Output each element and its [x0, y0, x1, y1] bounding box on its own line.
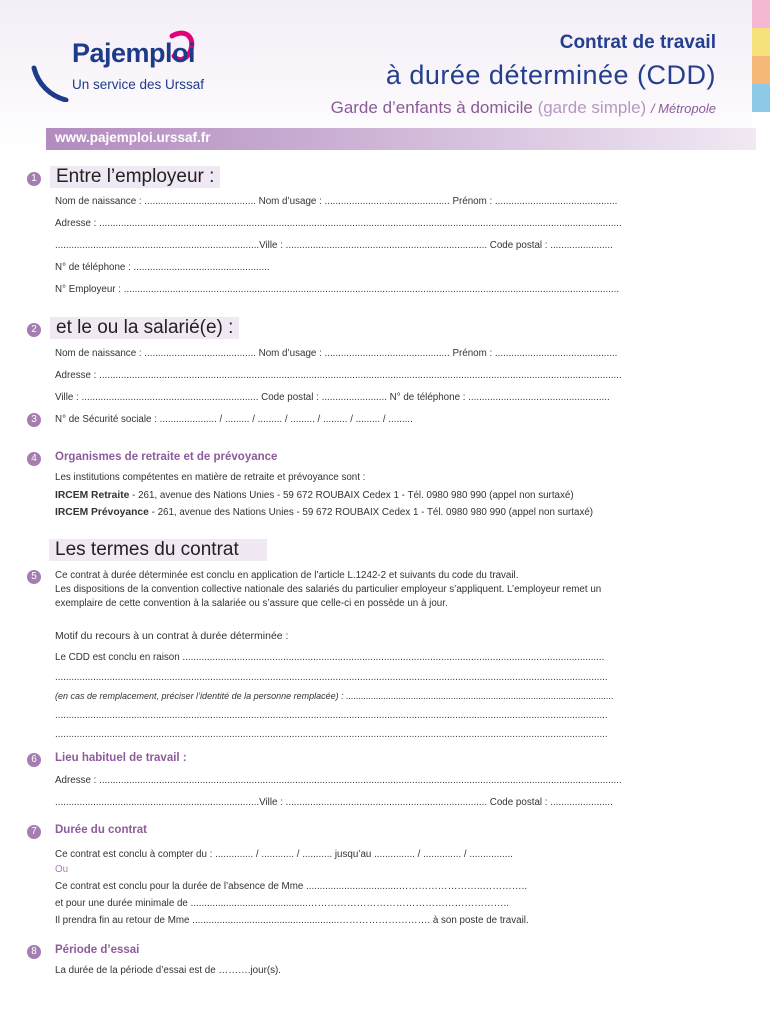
employee-name-field[interactable]: Nom de naissance : ......................................... Nom d’usage : .............................................. Prénom : ............................................. — [55, 348, 618, 359]
employer-number-field[interactable]: N° Employeur : ...................................................................................................................................................................................... — [55, 284, 620, 295]
employer-address-field[interactable]: Adresse : ................................................................................................................................................................................................ — [55, 218, 622, 229]
employer-name-field[interactable]: Nom de naissance : ......................................... Nom d’usage : .............................................. Prénom : ............................................. — [55, 196, 618, 207]
social-security-field[interactable]: N° de Sécurité sociale : ..................... / ......... / ......... / ......... / ......... / ......... / ......... — [55, 414, 413, 425]
return-field[interactable]: Il prendra fin au retour de Mme ......................................................………………………. à son poste de travail. — [55, 915, 529, 926]
section-number-4: 4 — [27, 452, 41, 466]
section-heading-trial: Période d’essai — [55, 944, 140, 956]
section-heading-retirement: Organismes de retraite et de prévoyance — [55, 451, 278, 463]
employer-city-field[interactable]: ...........................................................................Ville : .......................................................................... Code postal : ....................... — [55, 240, 613, 251]
subtitle-paren: (garde simple) — [537, 98, 647, 117]
ircem-retraite-text: - 261, avenue des Nations Unies - 59 672 ROUBAIX Cedex 1 - Tél. 0980 980 990 (appel non surtaxé) — [129, 490, 574, 501]
section-number-1: 1 — [27, 172, 41, 186]
workplace-address-field[interactable]: Adresse : ................................................................................................................................................................................................ — [55, 775, 622, 786]
logo-wordmark: Pajemploi — [72, 38, 196, 68]
replacement-field-2[interactable]: ........................................................................................................................................................................................................... — [55, 710, 608, 721]
ircem-retraite-line — [55, 490, 574, 501]
side-tab-yellow — [752, 28, 770, 56]
section-number-2: 2 — [27, 323, 41, 337]
employee-address-field[interactable]: Adresse : ................................................................................................................................................................................................ — [55, 370, 622, 381]
section-number-7: 7 — [27, 825, 41, 839]
section-heading-employee: et le ou la salarié(e) : — [50, 317, 239, 339]
replacement-field-3[interactable]: ........................................................................................................................................................................................................... — [55, 729, 608, 740]
start-end-date-field[interactable]: Ce contrat est conclu à compter du : .............. / ............ / ........... jusqu’au ............... / .............. / ................ — [55, 849, 513, 860]
ircem-prevoyance-label: IRCEM Prévoyance — [55, 507, 149, 518]
side-tab-blue — [752, 84, 770, 112]
terms-text-3: exemplaire de cette convention à la salariée ou s’assure que celle-ci en possède un à jour. — [55, 598, 448, 609]
section-heading-terms: Les termes du contrat — [49, 539, 267, 561]
employee-city-phone-field[interactable]: Ville : ................................................................. Code postal : ........................ N° de téléphone : .................................................... — [55, 392, 610, 403]
ircem-prevoyance-text: - 261, avenue des Nations Unies - 59 672 ROUBAIX Cedex 1 - Tél. 0980 980 990 (appel non surtaxé) — [148, 507, 594, 518]
replacement-field[interactable]: (en cas de remplacement, préciser l’identité de la personne remplacée) : ........................................................................................................... — [55, 691, 614, 701]
ircem-retraite-label: IRCEM Retraite — [55, 490, 130, 501]
title-line-1: Contrat de travail — [559, 32, 716, 53]
side-tab-orange — [752, 56, 770, 84]
subtitle — [331, 98, 716, 118]
terms-text-1: Ce contrat à durée déterminée est conclu en application de l’article L.1242-2 et suivants du code du travail. — [55, 570, 519, 581]
minimum-duration-field[interactable]: et pour une durée minimale de ...........................................…………………………………………………….. — [55, 898, 510, 909]
section-number-6: 6 — [27, 753, 41, 767]
subtitle-main: Garde d’enfants à domicile — [330, 98, 533, 117]
trial-period-field[interactable]: La durée de la période d’essai est de ……….jour(s). — [55, 965, 281, 976]
motif-label: Motif du recours à un contrat à durée déterminée : — [55, 630, 289, 642]
website-link[interactable]: www.pajemploi.urssaf.fr — [55, 130, 211, 145]
motif-reason-field[interactable]: Le CDD est conclu en raison ........................................................................................................................................................... — [55, 652, 605, 663]
section-heading-duration: Durée du contrat — [55, 824, 148, 836]
motif-reason-field-2[interactable]: ........................................................................................................................................................................................................... — [55, 672, 608, 683]
section-number-5: 5 — [27, 570, 41, 584]
terms-text-2: Les dispositions de la convention collective nationale des salariés du particulier employeur s’appliquent. L’employeur remet un — [55, 584, 602, 595]
retirement-intro: Les institutions compétentes en matière de retraite et prévoyance sont : — [55, 472, 366, 483]
absence-field[interactable]: Ce contrat est conclu pour la durée de l’absence de Mme ..................................……………………..………….. — [55, 881, 528, 892]
ircem-prevoyance-line — [55, 507, 593, 518]
side-tab-pink — [752, 0, 770, 28]
title-line-2: à durée déterminée (CDD) — [385, 60, 716, 90]
logo-subtitle: Un service des Urssaf — [72, 77, 205, 92]
employer-phone-field[interactable]: N° de téléphone : .................................................. — [55, 262, 270, 273]
subtitle-region: / Métropole — [650, 101, 716, 116]
workplace-city-field[interactable]: ...........................................................................Ville : .......................................................................... Code postal : ....................... — [55, 797, 613, 808]
or-label: Ou — [55, 864, 69, 875]
section-heading-employer: Entre l’employeur : — [50, 166, 220, 188]
section-number-3: 3 — [27, 413, 41, 427]
section-heading-workplace: Lieu habituel de travail : — [55, 752, 187, 764]
section-number-8: 8 — [27, 945, 41, 959]
